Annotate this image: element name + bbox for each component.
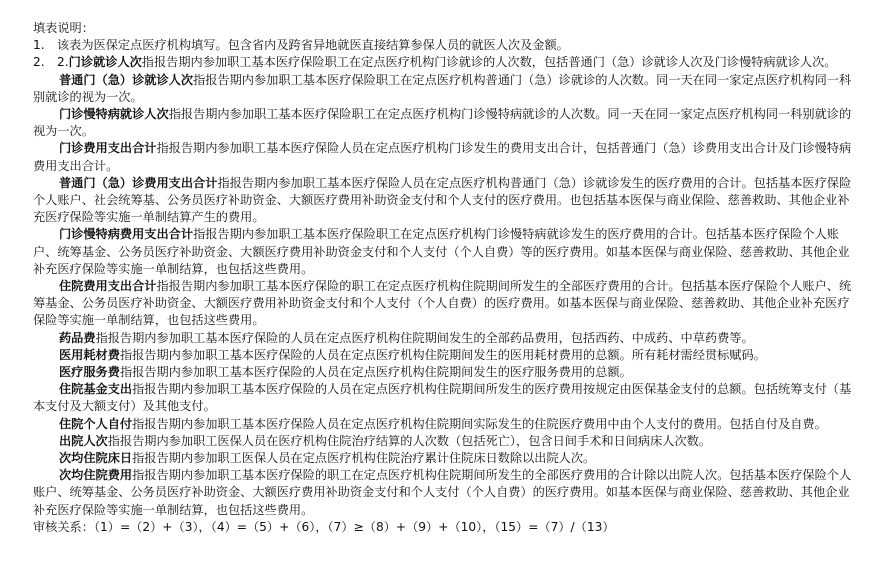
definition-paragraph: [33, 278, 858, 330]
definition-term: 住院基金支出: [59, 382, 133, 397]
definition-text: 指报告期内参加职工基本医疗保险的职工在定点医疗机构住院期间所发生的全部医疗费用的合计。包括基本医疗保险个人账户、统筹基金、公务员医疗补助资金、大额医疗费用补助资金支付和个人支付（个人自费）的医疗费用。如基本医保与商业保险、慈善救助、其他企业补充医疗保险等实施一单制结算，也包括这些费用。: [33, 279, 852, 328]
definition-paragraph: [33, 364, 858, 381]
audit-relations: 审核关系：（1）=（2）+（3），（4）=（5）+（6），（7）≥（8）+（9）+（10），（15）=（7）/（13）: [33, 519, 615, 534]
definition-term: 普通门（急）诊费用支出合计: [59, 175, 218, 190]
definition-paragraph: [33, 106, 858, 140]
definition-term: 住院个人自付: [59, 416, 133, 431]
definition-paragraph: [33, 381, 858, 415]
definition-text: 指报告期内参加职工基本医疗保险人员在定点医疗机构普通门（急）诊就诊发生的医疗费用的合计。包括基本医疗保险个人账户、社会统筹基、公务员医疗补助资金、大额医疗费用补助资金支付和个人支付的医疗费用。也包括基本医保与商业保险、慈善救助、其他企业补充医疗保险等实施一单制结算产生的费用。: [33, 175, 852, 225]
definition-paragraph: [33, 330, 858, 347]
definition-text: 指报告期内参加职工基本医疗保险职工在定点医疗机构普通门（急）诊就诊的人次数。同一天在同一家定点医疗机构同一科别就诊的视为一次。: [33, 72, 852, 104]
notes-heading: 填表说明：: [33, 21, 94, 35]
definition-term: 出院人次: [59, 433, 108, 448]
definition-term: 次均住院床日: [59, 451, 133, 466]
definition-text: 指报告期内参加职工基本医疗保险职工在定点医疗机构门诊慢特病就诊发生的医疗费用的合计。包括基本医疗保险个人账户、统筹基金、公务员医疗补助资金、大额医疗费用补助资金支付和个人支付（个人自费）等的医疗费用。如基本医保与商业保险、慈善救助、其他企业补充医疗保险等实施一单制结算，也包括这些费用。: [33, 227, 850, 276]
list-prefix: 2.: [57, 55, 69, 70]
definition-paragraph: [33, 467, 858, 519]
definition-text: 指报告期内参加职工基本医疗保险的人员在定点医疗机构住院期间所发生的医疗费用按规定由医保基金支付的总额。包括统筹支付（基本支付及大额支付）及其他支付。: [33, 382, 852, 414]
definition-text: 指报告期内参加职工基本医疗保险人员在定点医疗机构门诊发生的费用支出合计，包括普通门（急）诊费用支出合计及门诊慢特病费用支出合计。: [33, 141, 852, 173]
definition-text: 指报告期内参加职工基本医疗保险的职工在定点医疗机构住院期间所发生的全部医疗费用的合计除以出院人次。包括基本医疗保险个人账户、统筹基金、公务员医疗补助资金、大额医疗费用补助资金支付和个人支付（个人自费）的医疗费用。如基本医保与商业保险、慈善救助、其他企业补充医疗保险等实施一单制结算，也包括这些费用。: [33, 468, 852, 517]
definition-paragraph: [33, 226, 858, 278]
definition-term: 普通门（急）诊就诊人次: [59, 72, 194, 87]
definition-text: 指报告期内参加职工基本医疗保险的人员在定点医疗机构住院期间发生的全部药品费用，包括西药、中成药、中草药费等。: [95, 330, 754, 345]
definition-text: 指报告期内参加职工医保人员在医疗机构住院治疗结算的人次数（包括死亡），包含日间手术和日间病床人次数。: [107, 433, 712, 448]
definition-text: 指报告期内参加职工医保人员在定点医疗机构住院治疗累计住院床日数除以出院人次。: [132, 451, 596, 466]
definition-term: 住院费用支出合计: [59, 279, 157, 294]
definition-paragraph: [33, 72, 858, 106]
definition-paragraph: [33, 347, 858, 364]
definition-term: 门诊费用支出合计: [59, 141, 157, 156]
definition-term: 门诊慢特病费用支出合计: [59, 227, 194, 242]
definition-paragraph: [33, 175, 858, 227]
definition-term: 门诊就诊人次: [68, 55, 142, 70]
list-text: 指报告期内参加职工基本医疗保险职工在定点医疗机构门诊就诊的人次数，包括普通门（急）诊就诊人次及门诊慢特病就诊人次。: [141, 55, 837, 70]
list-item-2: [33, 54, 858, 71]
list-text: 该表为医保定点医疗机构填写。包含省内及跨省异地就医直接结算参保人员的就医人次及金额。: [57, 38, 569, 53]
definition-paragraph: [33, 140, 858, 174]
definition-term: 次均住院费用: [59, 468, 133, 483]
definition-text: 指报告期内参加职工基本医疗保险人员在定点医疗机构住院期间实际发生的住院医疗费用中由个人支付的费用。包括自付及自费。: [132, 416, 827, 431]
definition-paragraph: [33, 433, 858, 450]
list-number: 2.: [33, 55, 45, 70]
list-number: 1.: [33, 38, 45, 53]
definition-term: 医疗服务费: [59, 365, 120, 380]
definition-term: 药品费: [59, 330, 96, 345]
definition-text: 指报告期内参加职工基本医疗保险职工在定点医疗机构门诊慢特病就诊的人次数。同一天在同一家定点医疗机构同一科别就诊的视为一次。: [33, 107, 852, 139]
definition-paragraph: [33, 416, 858, 433]
definition-term: 门诊慢特病就诊人次: [59, 107, 169, 122]
definition-paragraph: [33, 450, 858, 467]
list-item-1: [33, 37, 858, 54]
definition-text: 指报告期内参加职工基本医疗保险的人员在定点医疗机构住院期间发生的医疗服务费用的总额。: [119, 365, 632, 380]
definition-text: 指报告期内参加职工基本医疗保险的人员在定点医疗机构住院期间发生的医用耗材费用的总额。所有耗材需经贯标赋码。: [119, 347, 766, 362]
definitions-list: [33, 72, 858, 519]
definition-term: 医用耗材费: [59, 347, 120, 362]
